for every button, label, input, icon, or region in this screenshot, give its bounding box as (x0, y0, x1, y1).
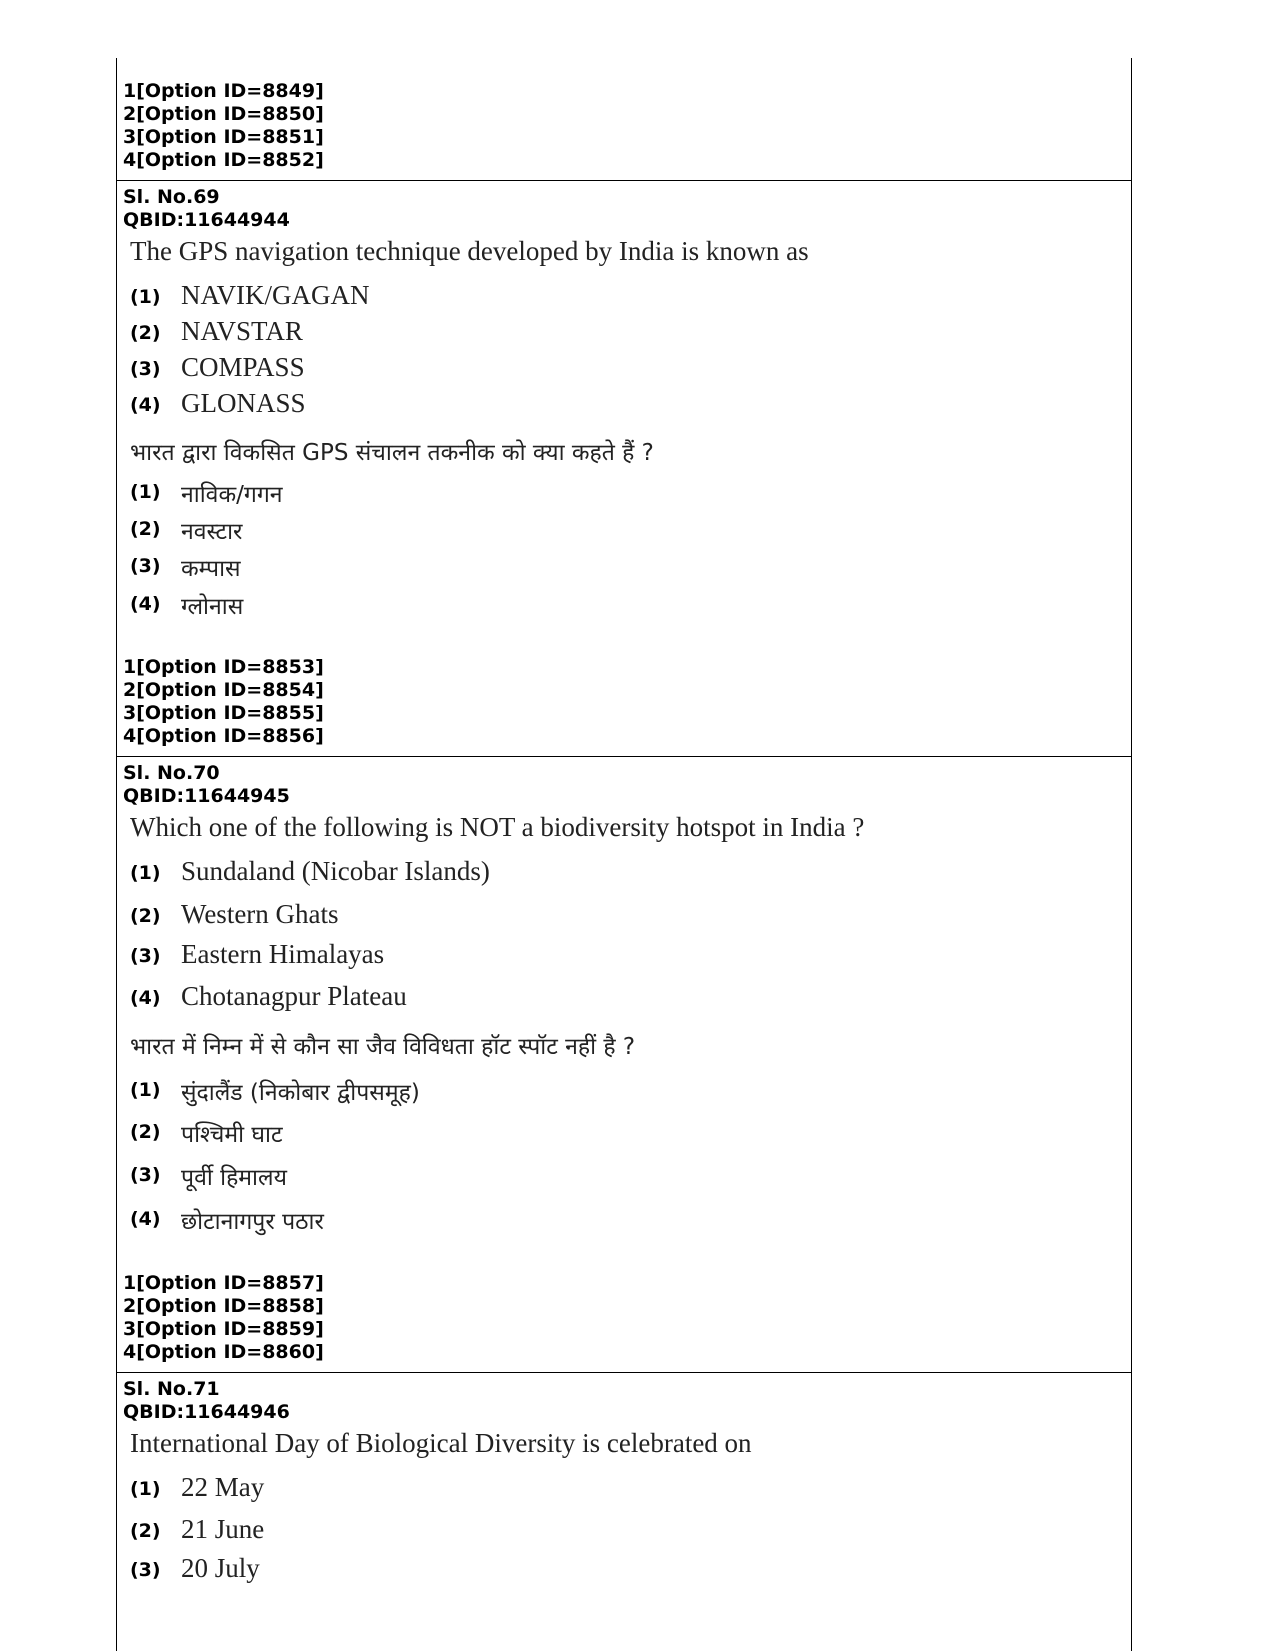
question-text-en: The GPS navigation technique developed by India is known as (130, 236, 809, 266)
option-number: (4) (130, 394, 161, 416)
option-number: (1) (130, 1478, 161, 1500)
option-number: (1) (130, 481, 161, 503)
option-number: (3) (130, 945, 161, 967)
option-text: COMPASS (181, 352, 305, 382)
option-text: ग्लोनास (181, 594, 244, 620)
option-id: 2[Option ID=8858] (123, 1295, 324, 1317)
option-number: (1) (130, 1079, 161, 1101)
serial-number: Sl. No.71 (123, 1378, 220, 1400)
option-text: पूर्वी हिमालय (181, 1165, 287, 1191)
option-id: 4[Option ID=8860] (123, 1341, 324, 1363)
option-number: (2) (130, 1121, 161, 1143)
option-text: Sundaland (Nicobar Islands) (181, 856, 490, 886)
qbid: QBID:11644944 (123, 209, 290, 231)
question-header (123, 186, 290, 232)
option-text: 20 July (181, 1553, 260, 1583)
qbid: QBID:11644945 (123, 785, 290, 807)
option-id-list (123, 80, 324, 172)
option-number: (3) (130, 1559, 161, 1581)
option-text: कम्पास (181, 556, 241, 582)
qbid: QBID:11644946 (123, 1401, 290, 1423)
option-number: (2) (130, 518, 161, 540)
option-id: 3[Option ID=8859] (123, 1318, 324, 1340)
row-divider (116, 1372, 1132, 1373)
option-text: नाविक/गगन (181, 482, 283, 508)
option-text: छोटानागपुर पठार (181, 1209, 324, 1235)
option-id: 3[Option ID=8851] (123, 126, 324, 148)
option-id: 2[Option ID=8850] (123, 103, 324, 125)
option-number: (2) (130, 905, 161, 927)
option-text: 21 June (181, 1514, 265, 1544)
question-text-hi: भारत में निम्न में से कौन सा जैव विविधता हॉट स्पॉट नहीं है ? (130, 1034, 636, 1060)
option-id: 1[Option ID=8853] (123, 656, 324, 678)
option-number: (1) (130, 286, 161, 308)
row-divider (116, 756, 1132, 757)
option-text: NAVIK/GAGAN (181, 280, 370, 310)
option-text: Western Ghats (181, 899, 339, 929)
option-id: 1[Option ID=8849] (123, 80, 324, 102)
option-number: (1) (130, 862, 161, 884)
question-header (123, 762, 290, 808)
option-text: NAVSTAR (181, 316, 303, 346)
option-id-list (123, 656, 324, 748)
option-text: नवस्टार (181, 519, 243, 545)
option-number: (4) (130, 987, 161, 1009)
option-id: 4[Option ID=8856] (123, 725, 324, 747)
question-text-en: Which one of the following is NOT a biodiversity hotspot in India ? (130, 812, 865, 842)
option-number: (4) (130, 593, 161, 615)
option-text: Chotanagpur Plateau (181, 981, 407, 1011)
option-text: GLONASS (181, 388, 306, 418)
option-id: 1[Option ID=8857] (123, 1272, 324, 1294)
serial-number: Sl. No.69 (123, 186, 220, 208)
option-id: 2[Option ID=8854] (123, 679, 324, 701)
option-number: (3) (130, 1164, 161, 1186)
option-number: (3) (130, 555, 161, 577)
option-id: 4[Option ID=8852] (123, 149, 324, 171)
option-number: (3) (130, 358, 161, 380)
option-text: Eastern Himalayas (181, 939, 385, 969)
question-text-en: International Day of Biological Diversity is celebrated on (130, 1428, 752, 1458)
row-divider (116, 180, 1132, 181)
question-text-hi: भारत द्वारा विकसित GPS संचालन तकनीक को क्या कहते हैं ? (130, 440, 654, 466)
option-id-list (123, 1272, 324, 1364)
option-number: (4) (130, 1208, 161, 1230)
option-id: 3[Option ID=8855] (123, 702, 324, 724)
option-text: पश्चिमी घाट (181, 1122, 283, 1148)
serial-number: Sl. No.70 (123, 762, 220, 784)
option-text: सुंदालैंड (निकोबार द्वीपसमूह) (181, 1080, 420, 1106)
option-number: (2) (130, 1520, 161, 1542)
option-number: (2) (130, 322, 161, 344)
question-header (123, 1378, 290, 1424)
option-text: 22 May (181, 1472, 265, 1502)
